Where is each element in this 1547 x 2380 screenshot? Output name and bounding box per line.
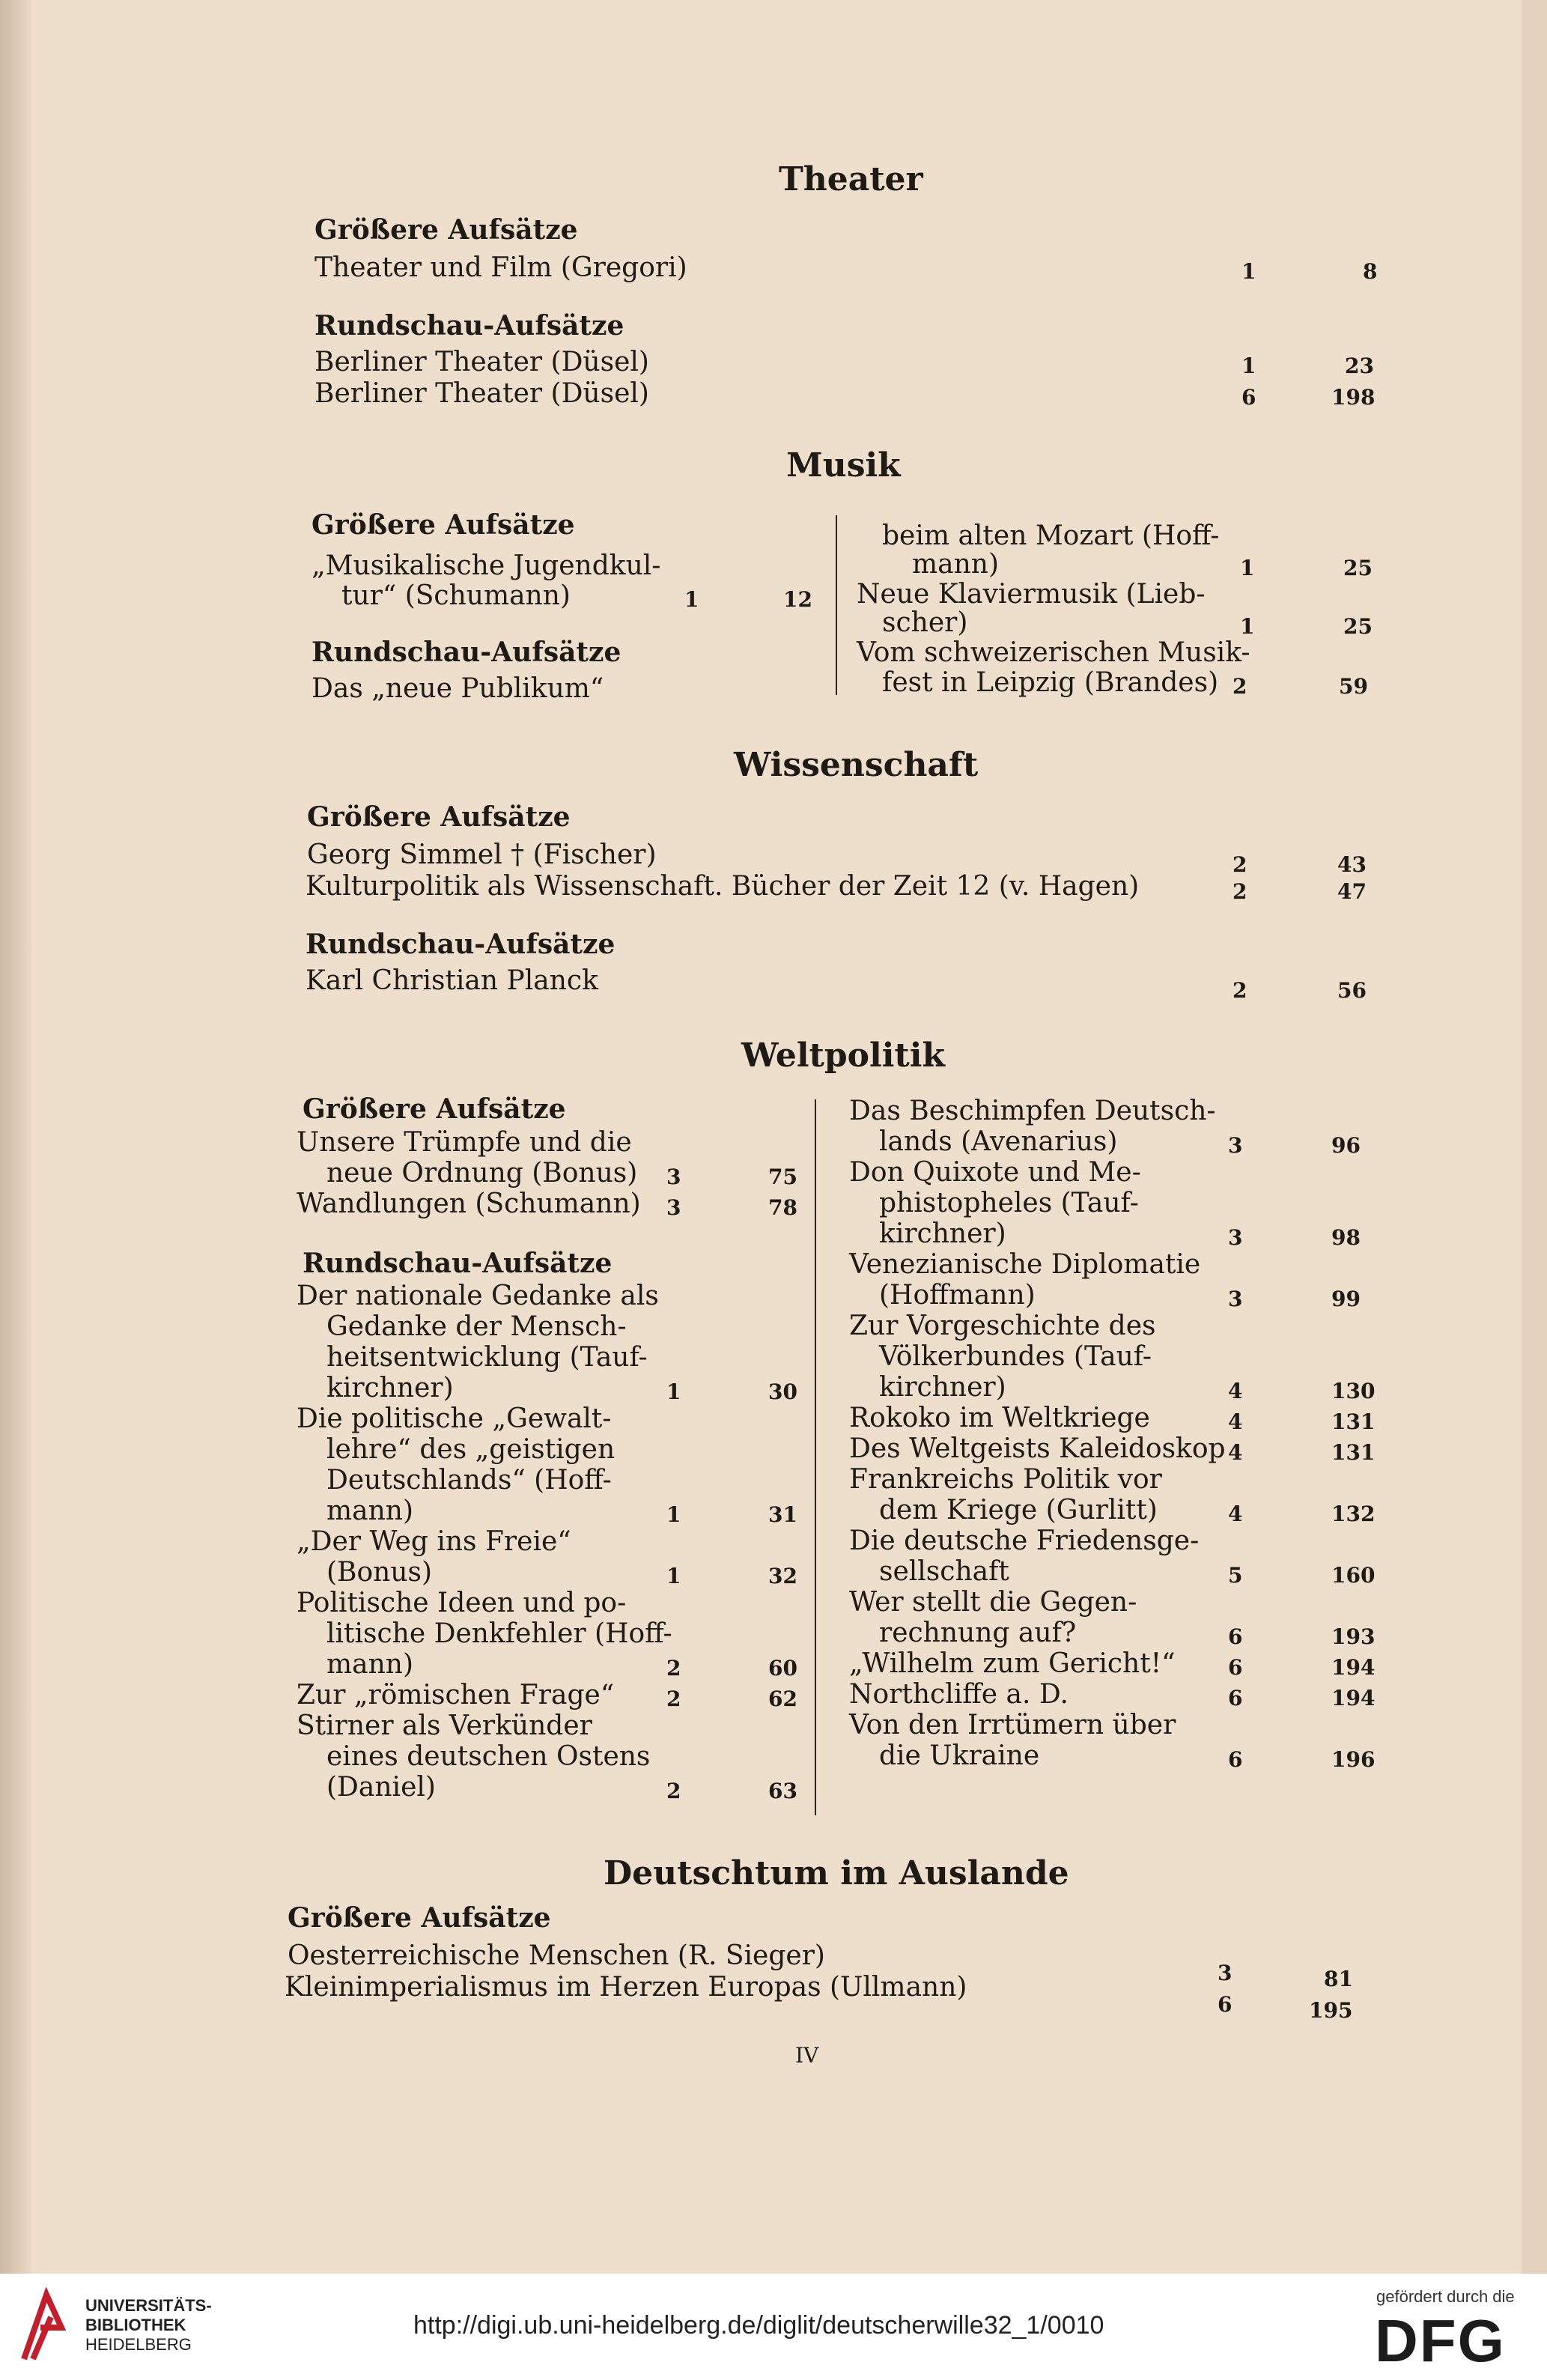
entry-issue: 6 (1228, 1655, 1243, 1680)
entry-text: mann) (326, 1496, 414, 1526)
entry-text: Oesterreichische Menschen (R. Sieger) (288, 1940, 825, 1971)
entry-page: 8 (1363, 259, 1378, 284)
entry-text: Rokoko im Weltkriege (849, 1403, 1150, 1433)
entry-text: Kleinimperialismus im Herzen Europas (Ullmann) (285, 1972, 967, 2003)
entry-text: (Hoffmann) (879, 1280, 1036, 1311)
entry-issue: 6 (1228, 1686, 1243, 1710)
entry-issue: 6 (1228, 1747, 1243, 1772)
entry-text: lehre“ des „geistigen (326, 1434, 616, 1465)
entry-issue: 2 (1233, 978, 1247, 1003)
entry-issue: 4 (1228, 1502, 1243, 1526)
entry-text: rechnung auf? (879, 1618, 1077, 1648)
entry-text: Theater und Film (Gregori) (314, 252, 687, 283)
entry-text: Das Beschimpfen Deutsch- (849, 1096, 1216, 1126)
entry-page: 30 (768, 1379, 797, 1404)
entry-text: scher) (882, 607, 968, 638)
entry-text: (Bonus) (326, 1557, 433, 1588)
entry-text: Stirner als Verkünder (297, 1710, 592, 1741)
entry-page: 81 (1324, 1967, 1353, 1991)
entry-page: 47 (1337, 879, 1367, 904)
entry-page: 198 (1331, 385, 1376, 410)
entry-page: 12 (783, 587, 812, 612)
entry-issue: 3 (1228, 1287, 1243, 1311)
subheading-major-articles: Größere Aufsätze (314, 214, 578, 246)
entry-page: 99 (1331, 1287, 1361, 1311)
entry-issue: 1 (684, 587, 699, 612)
section-title-music: Musik (786, 446, 901, 485)
subheading-review-articles: Rundschau-Aufsätze (311, 637, 621, 668)
entry-page: 131 (1331, 1409, 1376, 1434)
entry-issue: 4 (1228, 1440, 1243, 1465)
entry-text: lands (Avenarius) (879, 1126, 1118, 1157)
subheading-major-articles: Größere Aufsätze (288, 1902, 551, 1934)
funded-by-label: gefördert durch die (1376, 2287, 1515, 2306)
entry-text: Die politische „Gewalt- (297, 1403, 612, 1434)
entry-text: phistopheles (Tauf- (879, 1188, 1139, 1218)
entry-text: kirchner) (879, 1218, 1006, 1249)
entry-text: neue Ordnung (Bonus) (326, 1158, 638, 1189)
entry-text: Politische Ideen und po- (297, 1588, 627, 1618)
entry-page: 131 (1331, 1440, 1376, 1465)
entry-text: Gedanke der Mensch- (326, 1311, 627, 1342)
entry-text: beim alten Mozart (Hoff- (882, 520, 1220, 551)
entry-page: 25 (1343, 614, 1373, 639)
entry-page: 56 (1337, 978, 1367, 1003)
entry-page: 194 (1331, 1655, 1376, 1680)
entry-page: 160 (1331, 1563, 1376, 1588)
library-name-line2: BIBLIOTHEK (85, 2316, 186, 2334)
entry-page: 195 (1309, 1998, 1353, 2023)
book-spine-shadow (0, 0, 31, 2274)
entry-text: Berliner Theater (Düsel) (314, 347, 649, 377)
entry-text: „Musikalische Jugendkul- (311, 550, 661, 581)
entry-text: eines deutschen Ostens (326, 1741, 651, 1772)
entry-text: Northcliffe a. D. (849, 1679, 1069, 1710)
subheading-review-articles: Rundschau-Aufsätze (314, 310, 624, 341)
entry-page: 43 (1337, 852, 1367, 877)
entry-issue: 6 (1218, 1992, 1233, 2017)
subheading-review-articles: Rundschau-Aufsätze (303, 1248, 613, 1279)
entry-text: litische Denkfehler (Hoff- (326, 1618, 672, 1649)
section-title-germans-abroad: Deutschtum im Auslande (604, 1854, 1069, 1892)
entry-page: 63 (768, 1779, 797, 1803)
dfg-logo: DFG (1375, 2307, 1506, 2374)
entry-page: 31 (768, 1502, 797, 1527)
paper-page (31, 0, 1522, 2274)
entry-issue: 3 (1218, 1961, 1233, 1985)
entry-text: „Der Weg ins Freie“ (297, 1526, 571, 1557)
entry-issue: 4 (1228, 1409, 1243, 1434)
entry-page: 78 (768, 1195, 797, 1220)
entry-page: 98 (1331, 1225, 1361, 1250)
entry-text: Von den Irrtümern über (849, 1710, 1176, 1740)
library-name-line1: UNIVERSITÄTS- (85, 2296, 212, 2315)
library-name-line3: HEIDELBERG (85, 2335, 192, 2354)
entry-page: 59 (1339, 674, 1368, 699)
entry-page: 32 (768, 1564, 797, 1588)
entry-page: 60 (768, 1656, 797, 1681)
entry-page: 194 (1331, 1686, 1376, 1710)
entry-text: Deutschlands“ (Hoff- (326, 1465, 612, 1496)
entry-text: tur“ (Schumann) (341, 580, 571, 611)
entry-text: Berliner Theater (Düsel) (314, 378, 649, 409)
entry-text: „Wilhelm zum Gericht!“ (849, 1648, 1176, 1679)
subheading-major-articles: Größere Aufsätze (311, 509, 575, 541)
entry-text: die Ukraine (879, 1740, 1040, 1771)
subheading-major-articles: Größere Aufsätze (307, 801, 571, 833)
entry-issue: 1 (1241, 353, 1256, 378)
section-title-world-politics: Weltpolitik (741, 1036, 945, 1075)
subheading-major-articles: Größere Aufsätze (303, 1093, 566, 1125)
entry-issue: 5 (1228, 1563, 1243, 1588)
entry-text: Der nationale Gedanke als (297, 1281, 659, 1311)
entry-page: 75 (768, 1165, 797, 1189)
entry-text: Wer stellt die Gegen- (849, 1587, 1137, 1618)
column-divider (836, 515, 837, 695)
entry-text: mann) (912, 549, 1000, 580)
entry-text: Kulturpolitik als Wissenschaft. Bücher der Zeit 12 (v. Hagen) (306, 871, 1140, 902)
entry-text: Vom schweizerischen Musik- (857, 637, 1250, 668)
subheading-review-articles: Rundschau-Aufsätze (306, 929, 616, 960)
page-number: IV (795, 2043, 819, 2068)
entry-text: Karl Christian Planck (306, 965, 598, 996)
entry-text: Völkerbundes (Tauf- (879, 1341, 1152, 1372)
entry-text: mann) (326, 1649, 414, 1680)
entry-page: 196 (1331, 1747, 1376, 1772)
entry-issue: 2 (666, 1656, 681, 1681)
entry-page: 130 (1331, 1379, 1376, 1403)
entry-text: Des Weltgeists Kaleidoskop (849, 1433, 1226, 1464)
entry-page: 23 (1345, 353, 1374, 378)
entry-text: kirchner) (326, 1373, 454, 1403)
entry-text: Georg Simmel † (Fischer) (307, 840, 657, 870)
entry-issue: 3 (666, 1195, 681, 1220)
entry-text: Frankreichs Politik vor (849, 1464, 1162, 1495)
entry-text: fest in Leipzig (Brandes) (882, 667, 1219, 698)
entry-text: Neue Klaviermusik (Lieb- (857, 579, 1206, 610)
section-title-theater: Theater (779, 160, 923, 198)
entry-text: Don Quixote und Me- (849, 1157, 1141, 1188)
entry-text: Unsere Trümpfe und die (297, 1127, 632, 1158)
entry-text: Venezianische Diplomatie (849, 1249, 1201, 1280)
entry-text: Das „neue Publikum“ (311, 673, 604, 704)
entry-text: heitsentwicklung (Tauf- (326, 1342, 648, 1373)
entry-page: 193 (1331, 1624, 1376, 1649)
column-divider (815, 1099, 816, 1815)
entry-page: 132 (1331, 1502, 1376, 1526)
entry-issue: 3 (1228, 1133, 1243, 1158)
entry-page: 96 (1331, 1133, 1361, 1158)
page-edge (1522, 0, 1547, 2274)
entry-issue: 1 (666, 1379, 681, 1404)
entry-text: Zur Vorgeschichte des (849, 1311, 1156, 1341)
entry-issue: 1 (1240, 556, 1255, 580)
entry-issue: 2 (666, 1779, 681, 1803)
entry-page: 25 (1343, 556, 1373, 580)
viewer-footer (0, 2274, 1547, 2380)
entry-text: sellschaft (879, 1556, 1009, 1587)
university-library-logo-icon (18, 2287, 75, 2365)
entry-issue: 1 (666, 1502, 681, 1527)
entry-issue: 2 (1233, 674, 1247, 699)
section-title-science: Wissenschaft (734, 746, 979, 784)
entry-text: (Daniel) (326, 1772, 436, 1803)
entry-text: Zur „römischen Frage“ (297, 1680, 615, 1710)
entry-issue: 1 (666, 1564, 681, 1588)
entry-text: kirchner) (879, 1372, 1006, 1403)
entry-issue: 6 (1241, 385, 1256, 410)
entry-text: Wandlungen (Schumann) (297, 1189, 641, 1219)
entry-issue: 2 (1233, 852, 1247, 877)
entry-issue: 4 (1228, 1379, 1243, 1403)
entry-text: dem Kriege (Gurlitt) (879, 1495, 1158, 1526)
entry-page: 62 (768, 1687, 797, 1711)
permalink-url[interactable]: http://digi.ub.uni-heidelberg.de/diglit/deutscherwille32_1/0010 (413, 2311, 1104, 2340)
entry-issue: 6 (1228, 1624, 1243, 1649)
entry-text: Die deutsche Friedensge- (849, 1526, 1200, 1556)
entry-issue: 1 (1240, 614, 1255, 639)
entry-issue: 3 (666, 1165, 681, 1189)
entry-issue: 2 (666, 1687, 681, 1711)
entry-issue: 1 (1241, 259, 1256, 284)
entry-issue: 3 (1228, 1225, 1243, 1250)
entry-issue: 2 (1233, 879, 1247, 904)
